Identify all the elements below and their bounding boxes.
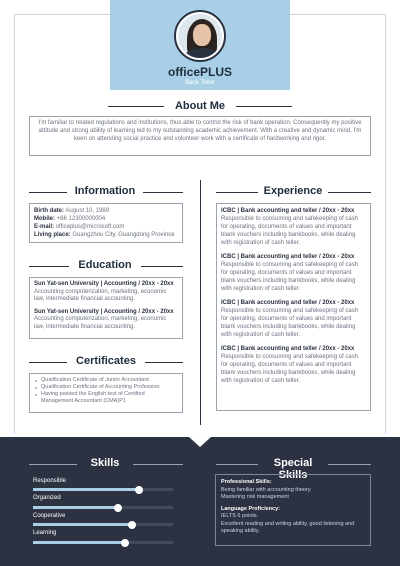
cert-title-line-right	[145, 362, 183, 363]
skill-dot	[114, 504, 122, 512]
exp-item: ICBC | Bank accounting and teller / 20xx - 20xx Responsible to consuming and safekeeping of cash for operating, documents of values and important blank vouchers including bankbooks, while dealing with registration of cash teller.	[221, 208, 359, 246]
skill-label-organized: Organized	[33, 495, 61, 501]
cert-item: Qualification Certificate of Junior Accountant	[34, 377, 178, 384]
info-title-line-left	[29, 192, 67, 193]
resume-role: Bank Teller	[185, 80, 215, 86]
special-skills-title: Special Skills	[273, 457, 313, 481]
cert-item: Having passed the English test of Certified Management Accountant (CMA)P1	[34, 391, 178, 405]
special-title-line-right	[328, 464, 371, 465]
exp-item: ICBC | Bank accounting and teller / 20xx - 20xx Responsible to consuming and safekeeping of cash for operating, documents of values and important blank vouchers including bankbooks, while dealing with registration of cash teller.	[221, 346, 359, 384]
edu-title-line-right	[141, 266, 183, 267]
exp-title-line-left	[216, 192, 258, 193]
exp-item: ICBC | Bank accounting and teller / 20xx - 20xx Responsible to consuming and safekeeping of cash for operating, documents of values and important blank vouchers including bankbooks, while dealing with registration of cash teller.	[221, 254, 359, 292]
skill-dot	[121, 539, 129, 547]
about-title-line-left	[108, 106, 164, 107]
cert-item: Qualification Certificate of Accounting Profession	[34, 384, 178, 391]
skill-label-cooperative: Cooperative	[33, 513, 66, 519]
resume-name: officePLUS	[167, 65, 232, 79]
skill-bar-cooperative	[33, 523, 173, 526]
professional-skills: Professional Skills: Being familiar with accounting theory Mastering risk management	[221, 479, 311, 500]
about-title-line-right	[236, 106, 292, 107]
special-skills-box	[215, 474, 371, 546]
cert-title: Certificates	[76, 355, 136, 367]
info-living: Living place: Guangzhou City, Guangdong Province	[34, 232, 175, 238]
skill-bar-organized	[33, 506, 173, 509]
profile-photo	[174, 10, 226, 62]
skill-label-responsible: Responsible	[33, 478, 67, 484]
edu-title: Education	[78, 259, 132, 271]
info-birth: Birth date: August 10, 1989	[34, 208, 110, 214]
cert-box	[29, 373, 183, 413]
exp-item: ICBC | Bank accounting and teller / 20xx - 20xx Responsible to consuming and safekeeping of cash for operating, documents of values and important blank vouchers including bankbooks, while dealing with registration of cash teller.	[221, 300, 359, 338]
skill-dot	[135, 486, 143, 494]
cert-list	[34, 377, 178, 405]
edu-item: Sun Yat-sen University | Accounting / 20xx - 20xx Accounting computerization, marketing, economic law, intermediate financial accounting.	[34, 281, 174, 302]
exp-title: Experience	[263, 185, 323, 197]
about-text: I'm familiar to related regulations and institutions, thus able to control the risk of bank operation. Consequently my positive attitude and strong ability of learning led to my outstanding academic achievement. With a creative and dynamic mind, I'm keen on attending social practice and volunteer work with a certificate of hardworking and rigor.	[38, 120, 362, 142]
skill-bar-responsible	[33, 488, 173, 491]
exp-title-line-right	[328, 192, 371, 193]
skills-title-line-left	[29, 464, 77, 465]
cert-title-line-left	[29, 362, 67, 363]
language-proficiency: Language Proficiency: IELTS 6 points. Excellent reading and writing ability, good listening and speaking ability.	[221, 505, 355, 534]
info-title-line-right	[143, 192, 183, 193]
edu-box	[29, 277, 183, 339]
info-title: Information	[74, 185, 136, 197]
info-mobile: Mobile: +86 12300000004	[34, 216, 106, 222]
skills-title: Skills	[90, 457, 120, 469]
footer-notch	[189, 437, 211, 447]
column-divider	[200, 180, 201, 425]
edu-title-line-left	[29, 266, 69, 267]
skill-label-learning: Learning	[33, 530, 57, 536]
info-box	[29, 203, 183, 243]
info-email: E-mail: officeplus@microsoft.com	[34, 224, 125, 230]
skill-bar-learning	[33, 541, 173, 544]
edu-item: Sun Yat-sen University | Accounting / 20xx - 20xx Accounting computerization, marketing, economic law, intermediate financial accounting.	[34, 308, 174, 330]
exp-box	[216, 203, 371, 411]
about-title: About Me	[174, 100, 226, 112]
skills-title-line-right	[133, 464, 183, 465]
skill-dot	[128, 521, 136, 529]
special-title-line-left	[216, 464, 258, 465]
